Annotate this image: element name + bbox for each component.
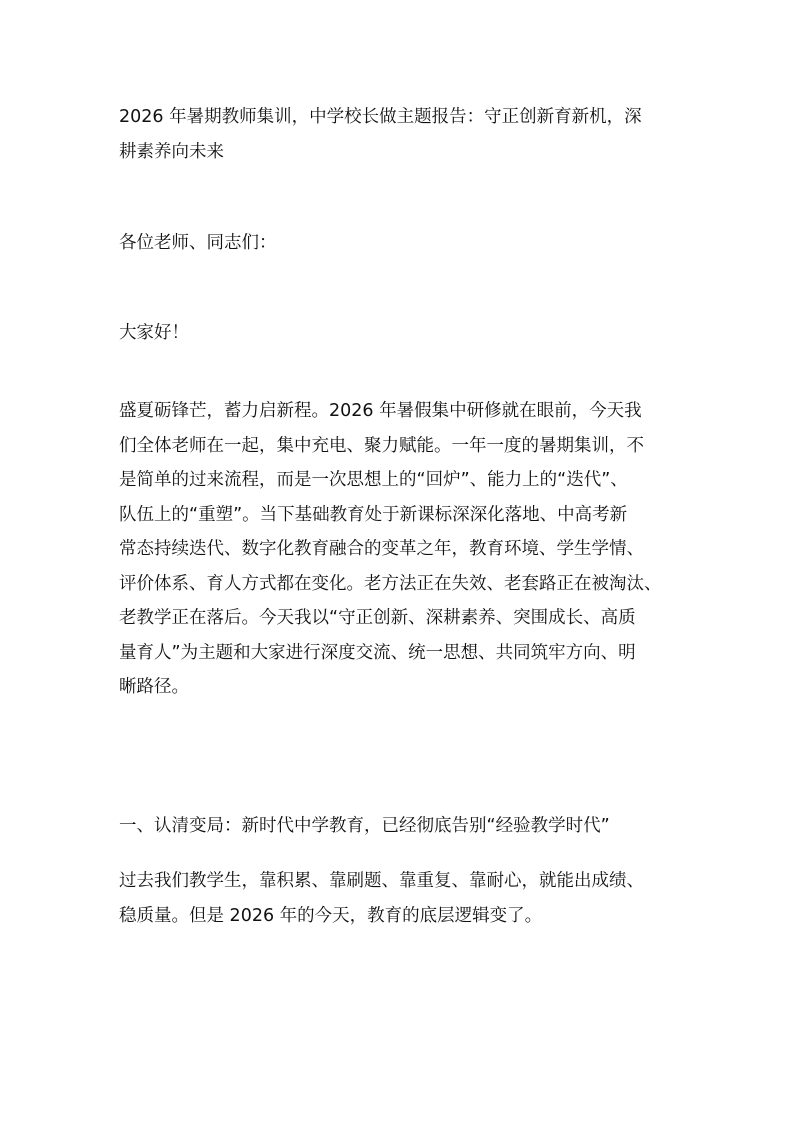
intro-line: 老教学正在落后。今天我以“守正创新、深耕素养、突围成长、高质 [119, 608, 636, 628]
salutation: 各位老师、同志们： [119, 233, 277, 253]
intro-line: 量育人”为主题和大家进行深度交流、统一思想、共同筑牢方向、明 [119, 642, 636, 663]
section-1-paragraph [119, 864, 679, 933]
greeting: 大家好！ [119, 323, 189, 343]
intro-line: 盛夏砺锋芒，蓄力启新程。2026 年暑假集中研修就在眼前，今天我 [119, 401, 642, 421]
report-title [119, 100, 679, 169]
section-1-line: 过去我们教学生，靠积累、靠刷题、靠重复、靠耐心，就能出成绩、 [119, 871, 644, 891]
intro-line: 常态持续迭代、数字化教育融合的变革之年，教育环境、学生学情、 [119, 539, 644, 559]
section-1-line: 稳质量。但是 2026 年的今天，教育的底层逻辑变了。 [119, 905, 543, 926]
title-line: 2026 年暑期教师集训，中学校长做主题报告：守正创新育新机，深 [119, 107, 642, 127]
section-1-heading: 一、认清变局：新时代中学教育，已经彻底告别“经验教学时代” [119, 816, 610, 836]
intro-paragraph [119, 394, 679, 705]
intro-line: 晰路径。 [119, 677, 189, 697]
intro-line: 队伍上的“重塑”。当下基础教育处于新课标深深化落地、中高考新 [119, 504, 628, 525]
intro-line: 评价体系、育人方式都在变化。老方法正在失效、老套路正在被淘汰、 [119, 573, 662, 594]
intro-line: 是简单的过来流程，而是一次思想上的“回炉”、能力上的“迭代”、 [119, 470, 628, 490]
title-line: 耕素养向未来 [119, 141, 224, 162]
intro-line: 们全体老师在一起，集中充电、聚力赋能。一年一度的暑期集训，不 [119, 435, 644, 456]
